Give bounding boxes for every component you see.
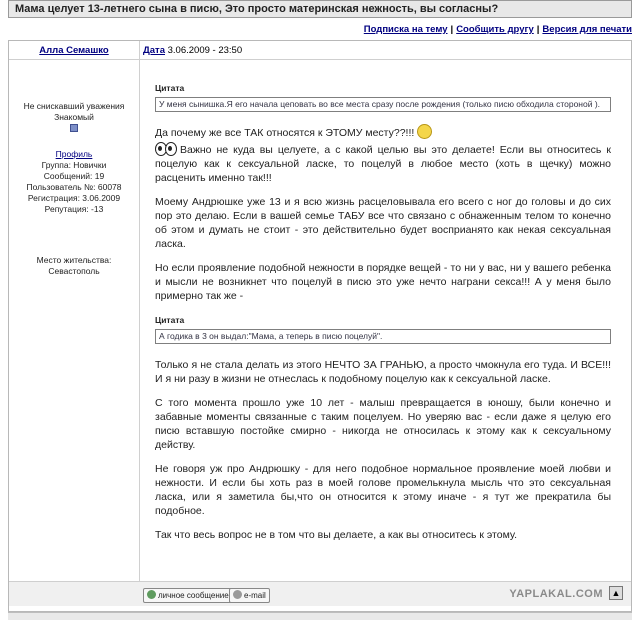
rank-icon bbox=[70, 124, 78, 132]
pm-button[interactable]: личное сообщение bbox=[143, 588, 233, 603]
tell-friend-link[interactable]: Сообщить другу bbox=[456, 24, 534, 35]
post-footer bbox=[9, 581, 631, 606]
column-divider bbox=[139, 41, 140, 591]
author-messages: Сообщений: 19 bbox=[43, 171, 105, 181]
author-rank: Знакомый bbox=[54, 112, 94, 122]
post-frame bbox=[8, 40, 632, 612]
top-icon[interactable]: ▲ bbox=[609, 586, 623, 600]
quote-label: Цитата bbox=[155, 83, 185, 93]
post-paragraph: Только я не стала делать из этого НЕЧТО ЗА ГРАНЬЮ, а просто чмокнула его туда. И ВСЕ!!! И я ни разу в жизни не отнеслась к подобному поцелую как к сексуальной ласке. bbox=[155, 359, 611, 385]
post-paragraph: Так что весь вопрос не в том что вы делаете, а как вы относитесь к этому. bbox=[155, 529, 518, 541]
author-registered: Регистрация: 3.06.2009 bbox=[27, 193, 121, 203]
author-name[interactable]: Алла Семашко bbox=[39, 45, 109, 56]
post-header bbox=[9, 41, 631, 60]
author-user-no: Пользователь №: 60078 bbox=[26, 182, 122, 192]
post-paragraph: Важно не куда вы целуете, а с какой целью вы это делаете! Если вы относитесь к поцелую как к сексуальной ласке, то поцелуй в любое место (хоть в щечку) можно расценить именно так!!! bbox=[155, 144, 611, 184]
post-body bbox=[155, 81, 611, 552]
print-version-link[interactable]: Версия для печати bbox=[542, 24, 632, 35]
residence-value: Севастополь bbox=[48, 266, 100, 276]
topic-title: Мама целует 13-летнего сына в писю, Это просто материнская нежность, вы согласны? bbox=[8, 0, 632, 18]
post-date bbox=[143, 45, 242, 56]
profile-link[interactable]: Профиль bbox=[55, 149, 93, 159]
watermark: YAPLAKAL.COM bbox=[509, 588, 603, 600]
smile-icon bbox=[417, 124, 432, 139]
author-group: Группа: Новички bbox=[41, 160, 107, 170]
subscribe-link[interactable]: Подписка на тему bbox=[363, 24, 448, 35]
author-status: Не снискавший уважения bbox=[23, 101, 125, 111]
author-info bbox=[9, 101, 139, 277]
post-paragraph: Да почему же все ТАК относятся к ЭТОМУ месту??!!! bbox=[155, 124, 611, 140]
post-paragraph: С того момента прошло уже 10 лет - малыш превращается в юношу, были конечно и забавные моменты связанные с таким поцелуем. Но уверяю вас - если даже я целую его писю вставшую постойке смирно - никогда не относилась к этому как к сексуальному действу. bbox=[155, 397, 611, 451]
post-paragraph: Не говоря уж про Андрюшку - для него подобное нормальное проявление моей любви и нежности. И если бы хоть раз в моей голове промелькнула мысль что это сексуальная ласка, или я заметила бы,что он относится к этому иначе - я тут же прекратила бы подобное. bbox=[155, 463, 611, 517]
residence-label: Место жительства: bbox=[36, 255, 112, 265]
email-icon bbox=[233, 590, 242, 599]
quote-box: А годика в 3 он выдал:"Мама, а теперь в писю поцелуй". bbox=[155, 329, 611, 344]
post-paragraph: Моему Андрюшке уже 13 и я всю жизнь расцеловывала его всего с ног до головы и до сих пор это делаю. Если в вашей семье ТАБУ все что связано с обнаженным телом то конечно об этом и думать не стоит - это действительно будет восприанято как некая сексуальная ласка. bbox=[155, 196, 611, 250]
quote-box: У меня сынишка.Я его начала цеповать во все места сразу после рождения (только писю обходила стороной ). bbox=[155, 97, 611, 112]
quote-label: Цитата bbox=[155, 315, 185, 325]
email-button[interactable]: e-mail bbox=[229, 588, 270, 603]
date-value: 3.06.2009 - 23:50 bbox=[165, 45, 243, 56]
author-reputation: Репутация: -13 bbox=[44, 204, 104, 214]
date-label: Дата bbox=[143, 45, 165, 56]
topic-links: Подписка на тему | Сообщить другу | Версия для печати bbox=[363, 24, 632, 35]
pm-icon bbox=[147, 590, 156, 599]
post-paragraph: Но если проявление подобной нежности в порядке вещей - то ни у вас, ни у вашего ребенка и мысли не возникнет что поцелуй в писю это уже нечто награни секса!!! А у меня было примерно так же - bbox=[155, 262, 611, 302]
rolling-eyes-icon bbox=[155, 142, 177, 156]
